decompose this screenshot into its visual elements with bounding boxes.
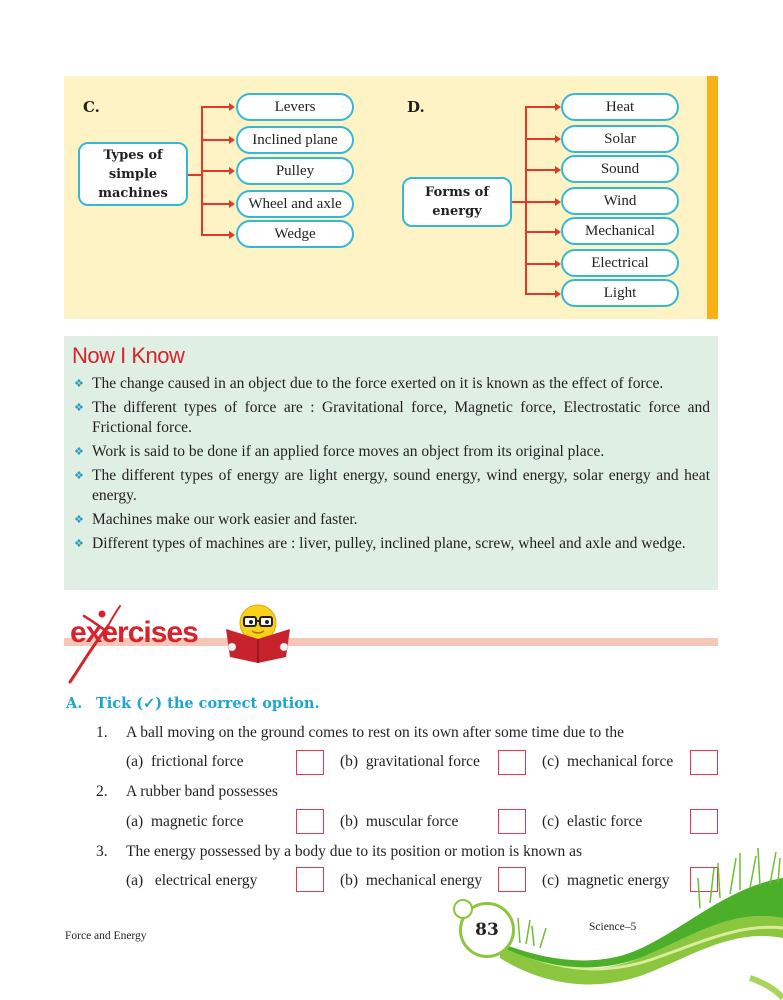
now-i-know-item: ❖ The different types of force are : Gravitational force, Magnetic force, Electrostatic force and Frictional force. xyxy=(74,399,710,436)
footer-book: Science–5 xyxy=(589,921,637,933)
option-2c: (c) elastic force xyxy=(542,813,643,830)
connector-line xyxy=(201,170,229,172)
root-line: Forms of xyxy=(425,185,489,200)
tick-box-1a[interactable] xyxy=(296,750,324,775)
mindmap-c-root xyxy=(78,142,188,206)
diamond-bullet-icon: ❖ xyxy=(74,470,84,482)
now-i-know-list xyxy=(72,374,710,558)
now-i-know-item: ❖ Machines make our work easier and faster. xyxy=(74,511,358,528)
root-line: Types of xyxy=(103,147,163,163)
panel-edge-stripe xyxy=(707,76,718,319)
arrow-right-icon xyxy=(229,103,235,111)
mindmap-c-leaf: Pulley xyxy=(236,157,354,185)
root-line: simple xyxy=(108,166,158,182)
connector-line xyxy=(512,201,526,203)
root-line: machines xyxy=(98,185,168,201)
arrow-right-icon xyxy=(229,167,235,175)
option-1a: (a) frictional force xyxy=(126,753,244,770)
connector-line xyxy=(525,293,555,295)
connector-line xyxy=(188,174,202,176)
tick-box-2b[interactable] xyxy=(498,809,526,834)
diamond-bullet-icon: ❖ xyxy=(74,514,84,526)
mindmap-d-leaf: Heat xyxy=(561,93,679,121)
page-badge-bubble xyxy=(453,899,473,919)
now-i-know-item: ❖ The different types of energy are light energy, sound energy, wind energy, solar energy and heat energy. xyxy=(74,467,710,504)
root-line: energy xyxy=(432,204,482,219)
diamond-bullet-icon: ❖ xyxy=(74,378,84,390)
question-2: 2. A rubber band possesses xyxy=(96,783,278,800)
now-i-know-item: ❖ Different types of machines are : liver, pulley, inclined plane, screw, wheel and axle and wedge. xyxy=(74,535,686,552)
mindmap-d-letter: D. xyxy=(407,98,425,116)
mindmap-d-leaf: Solar xyxy=(561,125,679,153)
mindmap-c-leaf: Levers xyxy=(236,93,354,121)
option-1c: (c) mechanical force xyxy=(542,753,674,770)
diamond-bullet-icon: ❖ xyxy=(74,538,84,550)
connector-line xyxy=(525,169,555,171)
question-3: 3. The energy possessed by a body due to its position or motion is known as xyxy=(96,843,583,860)
mindmap-c-leaf: Wedge xyxy=(236,220,354,248)
connector-line xyxy=(525,201,555,203)
mindmap-c-letter: C. xyxy=(83,98,100,116)
option-3a: (a) electrical energy xyxy=(126,872,258,889)
mindmap-d-leaf: Light xyxy=(561,279,679,307)
diamond-bullet-icon: ❖ xyxy=(74,446,84,458)
page-number-badge: 83 xyxy=(459,902,515,958)
connector-line xyxy=(201,203,229,205)
now-i-know-item: ❖ Work is said to be done if an applied force moves an object from its original place. xyxy=(74,443,605,460)
mindmap-d-leaf: Electrical xyxy=(561,249,679,277)
section-instruction: Tick (✓) the correct option. xyxy=(96,695,320,712)
connector-line xyxy=(201,139,229,141)
tick-box-3a[interactable] xyxy=(296,867,324,892)
connector-line xyxy=(525,263,555,265)
tick-box-1c[interactable] xyxy=(690,750,718,775)
arrow-right-icon xyxy=(229,200,235,208)
now-i-know-title: Now I Know xyxy=(72,343,185,368)
mindmap-c-leaf: Wheel and axle xyxy=(236,190,354,218)
connector-line xyxy=(201,234,229,236)
option-2b: (b) muscular force xyxy=(340,813,459,830)
option-3b: (b) mechanical energy xyxy=(340,872,483,889)
exercises-heading: exercises xyxy=(70,616,198,649)
connector-line xyxy=(525,138,555,140)
arrow-right-icon xyxy=(229,231,235,239)
question-1: 1. A ball moving on the ground comes to rest on its own after some time due to the xyxy=(96,724,625,741)
footer-chapter: Force and Energy xyxy=(65,930,147,942)
diamond-bullet-icon: ❖ xyxy=(74,402,84,414)
connector-line xyxy=(525,106,555,108)
mindmap-d-leaf: Wind xyxy=(561,187,679,215)
section-letter: A. xyxy=(66,695,83,712)
connector-line xyxy=(525,231,555,233)
mindmap-c-leaf: Inclined plane xyxy=(236,126,354,154)
grass-decoration-icon xyxy=(500,848,783,1000)
option-1b: (b) gravitational force xyxy=(340,753,480,770)
mindmap-d-leaf: Sound xyxy=(561,155,679,183)
mindmap-d-leaf: Mechanical xyxy=(561,217,679,245)
section-a-heading xyxy=(66,695,320,712)
now-i-know-item: ❖ The change caused in an object due to the force exerted on it is known as the effect of force. xyxy=(74,375,664,392)
option-3c: (c) magnetic energy xyxy=(542,872,670,889)
reading-mascot-icon xyxy=(222,603,294,663)
tick-box-2c[interactable] xyxy=(690,809,718,834)
mindmap-d-root xyxy=(402,177,512,227)
tick-box-1b[interactable] xyxy=(498,750,526,775)
arrow-right-icon xyxy=(229,136,235,144)
option-2a: (a) magnetic force xyxy=(126,813,244,830)
tick-box-2a[interactable] xyxy=(296,809,324,834)
connector-line xyxy=(201,106,229,108)
